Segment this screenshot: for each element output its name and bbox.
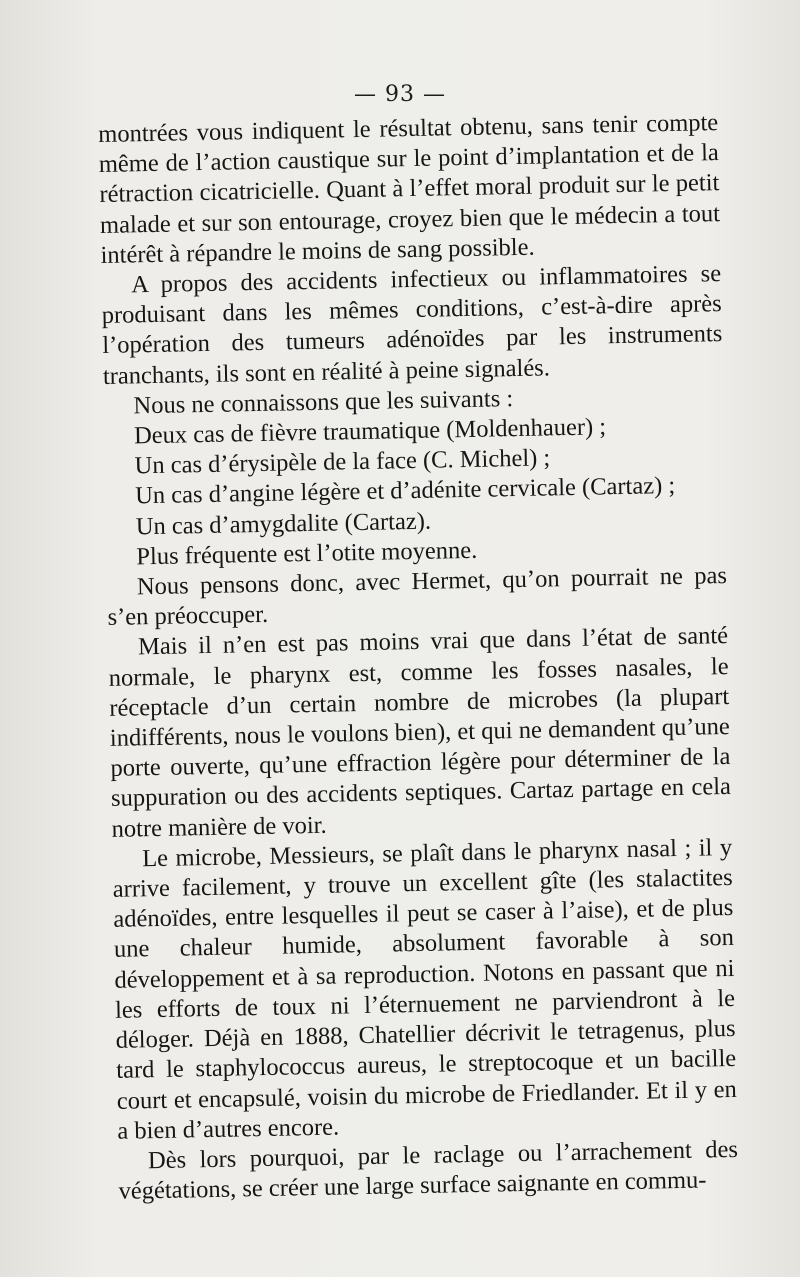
body-text (98, 108, 739, 1207)
page-number: — 93 — (354, 82, 446, 107)
paragraph-raclage: Dès lors pourquoi, par le raclage ou l’arrachement des végétations, se créer une large surface saignante en commu- (118, 1135, 739, 1205)
list-item: Deux cas de fièvre traumatique (Moldenhauer) ; (133, 413, 607, 450)
paragraph-accidents: A propos des accidents infectieux ou inflammatoires se produisant dans les mêmes conditions, c’est-à-dire après l’opération des tumeurs adénoïdes par les instruments tranchants, ils sont en réalité à peine signalés. (101, 260, 723, 390)
paragraph-hermet: Nous pensons donc, avec Hermet, qu’on pourrait ne pas s’en préoccuper. (107, 562, 728, 632)
paragraph-microbe: Le microbe, Messieurs, se plaît dans le pharynx nasal ; il y arrive facilement, y trouve un excellent gîte (les stalactites adénoïdes, entre lesquelles il peut se caser à l’aise), et de plus une chaleur humide, absolument favorable à son développement et à sa reproduction. Notons en passant que ni les efforts de toux ni l’éternuement ne parviendront à le déloger. Déjà en 1888, Chatellier décrivit le tetragenus, plus tard le staphylococcus aureus, le streptocoque et un bacille court et encapsulé, voisin du microbe de Friedlander. Et il y en a bien d’autres encore. (112, 833, 737, 1145)
list-item: Un cas d’angine légère et d’adénite cervicale (Cartaz) ; (134, 472, 676, 510)
paragraph-continuation: montrées vous indiquent le résultat obtenu, sans tenir compte même de l’action caustique sur le point d’implantation et de la rétraction cicatricielle. Quant à l’effet moral produit sur le petit malade et sur son entourage, croyez bien que le médecin a tout intérêt à répandre le moins de sang possible. (98, 109, 721, 269)
list-item: Un cas d’amygdalite (Cartaz). (135, 507, 432, 540)
list-item: Plus fréquente est l’otite moyenne. (136, 536, 478, 571)
paragraph-pharynx: Mais il n’en est pas moins vrai que dans l’état de santé normale, le pharynx est, comme les fosses nasales, le réceptacle d’un certain nombre de microbes (la plupart indifférents, nous le voulons bien), et qui ne demandent qu’une porte ouverte, qu’une effraction légère pour déterminer de la suppuration ou des accidents septiques. Cartaz partage en cela notre manière de voir. (108, 622, 732, 843)
list-item: Un cas d’érysipèle de la face (C. Michel) ; (134, 444, 551, 480)
paragraph-connaissons: Nous ne connaissons que les suivants : (133, 384, 514, 420)
